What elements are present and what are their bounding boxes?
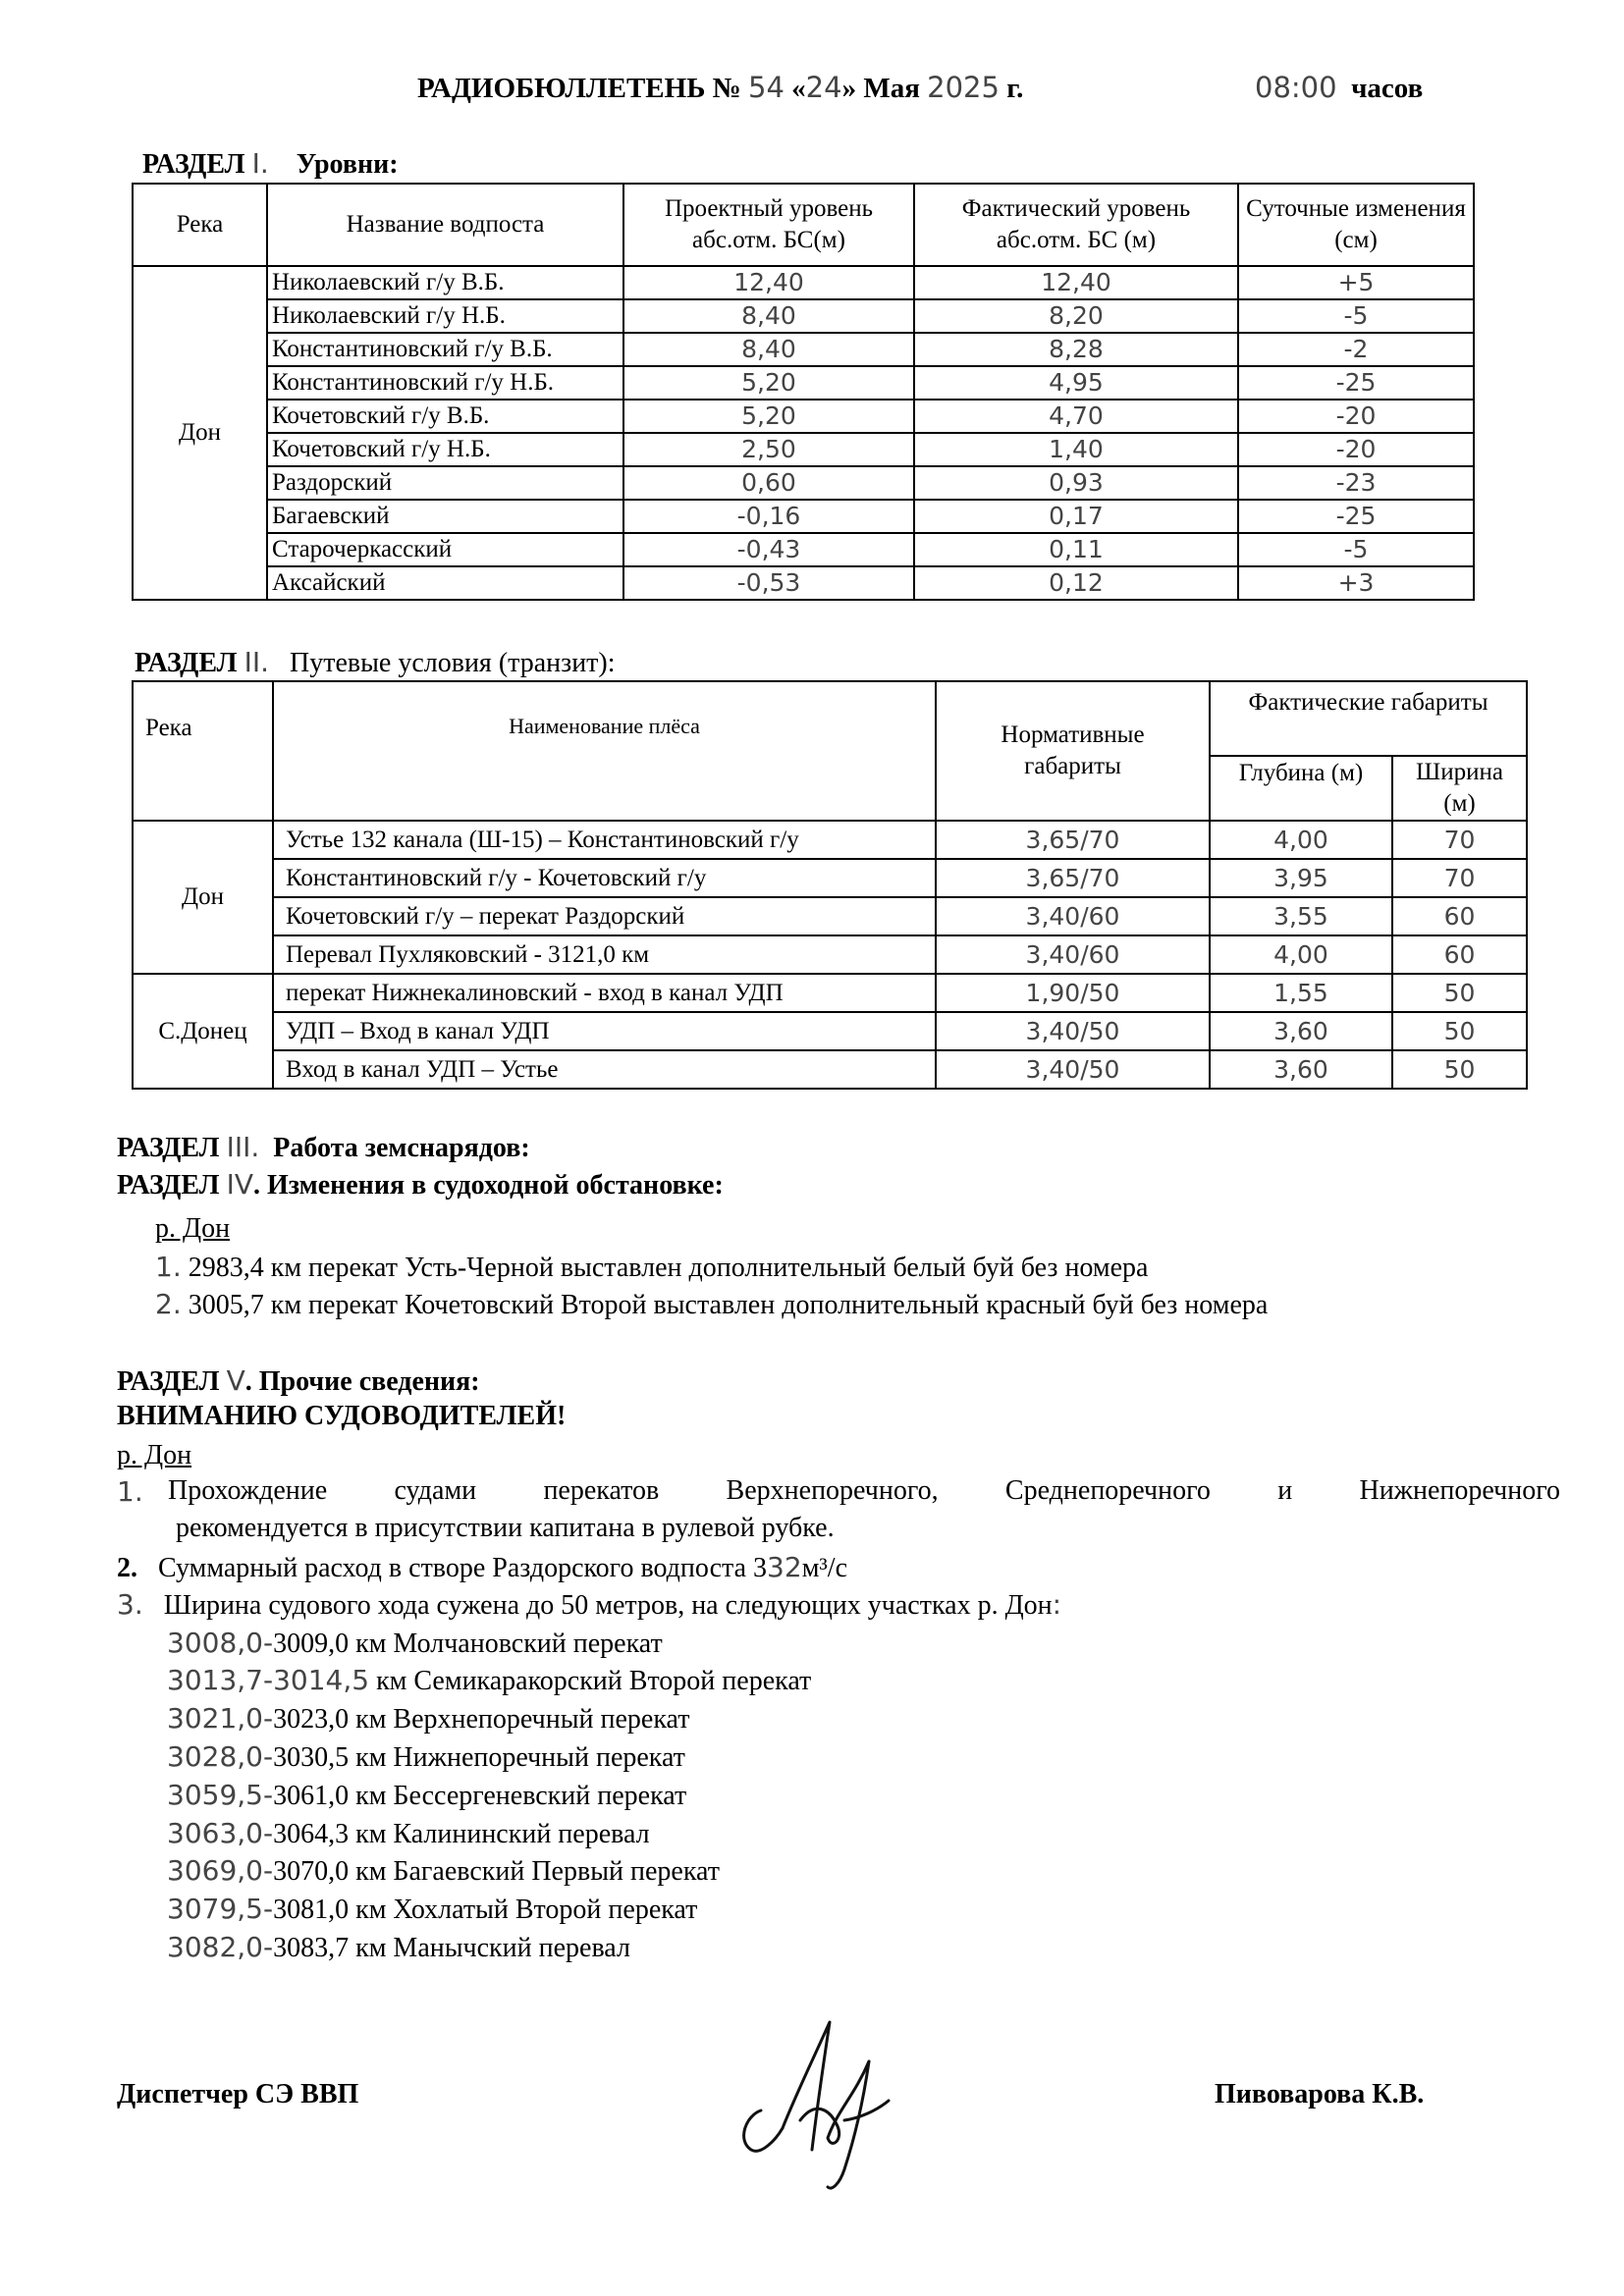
range-item: 3013,7-3014,5 км Семикаракорский Второй перекат: [167, 1664, 812, 1696]
table-row: Раздорский 0,60 0,93 -23: [133, 466, 1474, 500]
table-row: Кочетовский г/у – перекат Раздорский 3,40/60 3,55 60: [133, 897, 1527, 935]
range-item: 3082,0-3083,7 км Манычский перевал: [167, 1931, 630, 1963]
bulletin-month: Мая: [863, 73, 920, 104]
transit-header-row-1: [133, 681, 1527, 756]
table-row: Старочеркасский -0,43 0,11 -5: [133, 533, 1474, 566]
section5-river: р. Дон: [117, 1440, 192, 1470]
table-row: Кочетовский г/у Н.Б. 2,50 1,40 -20: [133, 433, 1474, 466]
range-item: 3021,0-3023,0 км Верхнепоречный перекат: [167, 1702, 690, 1735]
list-item: 1. 2983,4 км перекат Усть-Черной выставлен дополнительный белый буй без номера: [155, 1251, 1149, 1283]
header-actual-level: Фактический уровень абс.отм. БС (м): [914, 184, 1238, 266]
river-cell: Дон: [133, 266, 267, 600]
river-cell: Дон: [133, 821, 273, 974]
table-row: Дон Николаевский г/у В.Б. 12,40 12,40 +5: [133, 266, 1474, 299]
bulletin-time: 08:00: [1255, 71, 1337, 104]
header-normative: Нормативные габариты: [936, 681, 1210, 821]
table-row: Константиновский г/у Н.Б. 5,20 4,95 -25: [133, 366, 1474, 400]
header-depth: Глубина (м): [1210, 756, 1392, 821]
table-row: Николаевский г/у Н.Б. 8,40 8,20 -5: [133, 299, 1474, 333]
range-item: 3028,0-3030,5 км Нижнепоречный перекат: [167, 1740, 685, 1773]
table-row: Кочетовский г/у В.Б. 5,20 4,70 -20: [133, 400, 1474, 433]
header-post: Название водпоста: [267, 184, 623, 266]
list-item: 1. Прохождение судами перекатов Верхнепоречного, Среднепоречного и Нижнепоречного: [117, 1475, 1560, 1508]
levels-table: [132, 183, 1475, 601]
attention-heading: ВНИМАНИЮ СУДОВОДИТЕЛЕЙ!: [117, 1401, 567, 1431]
section4-heading: РАЗДЕЛ IV. Изменения в судоходной обстановке:: [117, 1168, 724, 1201]
range-item: 3069,0-3070,0 км Багаевский Первый перекат: [167, 1854, 720, 1887]
title-time: 08:00 часов: [1255, 71, 1424, 104]
list-item-continuation: рекомендуется в присутствии капитана в рулевой рубке.: [176, 1513, 835, 1543]
table-row: Константиновский г/у В.Б. 8,40 8,28 -2: [133, 333, 1474, 366]
bulletin-day: 24: [805, 71, 842, 104]
list-item: 2. Суммарный расход в створе Раздорского водпоста 332м³/с: [117, 1551, 848, 1583]
table-row: Перевал Пухляковский - 3121,0 км 3,40/60 4,00 60: [133, 935, 1527, 974]
bulletin-year: 2025: [927, 71, 1000, 104]
range-item: 3008,0-3009,0 км Молчановский перекат: [167, 1627, 663, 1659]
bulletin-number: 54: [748, 71, 785, 104]
levels-table-header: [133, 184, 1474, 266]
dispatcher-name: Пивоварова К.В.: [1215, 2079, 1425, 2109]
table-row: Вход в канал УДП – Устье 3,40/50 3,60 50: [133, 1050, 1527, 1089]
range-item: 3063,0-3064,3 км Калининский перевал: [167, 1817, 650, 1849]
section4-river: р. Дон: [155, 1213, 231, 1244]
list-item: 3. Ширина судового хода сужена до 50 метров, на следующих участках р. Дон:: [117, 1588, 1062, 1621]
dispatcher-position: Диспетчер СЭ ВВП: [117, 2079, 359, 2109]
river-cell: С.Донец: [133, 974, 273, 1089]
table-row: Аксайский -0,53 0,12 +3: [133, 566, 1474, 600]
table-row: С.Донец перекат Нижнекалиновский - вход в канал УДП 1,90/50 1,55 50: [133, 974, 1527, 1012]
header-width: Ширина (м): [1392, 756, 1527, 821]
header-actual: Фактические габариты: [1210, 681, 1527, 756]
range-item: 3059,5-3061,0 км Бессергеневский перекат: [167, 1779, 687, 1811]
transit-table: [132, 680, 1528, 1090]
table-row: Багаевский -0,16 0,17 -25: [133, 500, 1474, 533]
header-river: Река: [133, 184, 267, 266]
header-daily-change: Суточные изменения (см): [1238, 184, 1474, 266]
table-row: УДП – Вход в канал УДП 3,40/50 3,60 50: [133, 1012, 1527, 1050]
header-river: Река: [133, 681, 273, 821]
title-main: РАДИОБЮЛЛЕТЕНЬ № 54 «24» Мая 2025 г.: [417, 71, 1024, 104]
section1-heading: РАЗДЕЛ I. Уровни:: [142, 147, 399, 180]
header-design-level: Проектный уровень абс.отм. БС(м): [623, 184, 914, 266]
range-item: 3079,5-3081,0 км Хохлатый Второй перекат: [167, 1893, 698, 1925]
table-row: Константиновский г/у - Кочетовский г/у 3,65/70 3,95 70: [133, 859, 1527, 897]
header-stretch: Наименование плёса: [273, 681, 936, 821]
table-row: Дон Устье 132 канала (Ш-15) – Константиновский г/у 3,65/70 4,00 70: [133, 821, 1527, 859]
section2-heading: РАЗДЕЛ II. Путевые условия (транзит):: [135, 646, 616, 678]
bulletin-title: [0, 71, 1624, 110]
signature-icon: [722, 2002, 938, 2199]
list-item: 2. 3005,7 км перекат Кочетовский Второй выставлен дополнительный красный буй без номера: [155, 1288, 1269, 1320]
section5-heading: РАЗДЕЛ V. Прочие сведения:: [117, 1364, 480, 1397]
section3-heading: РАЗДЕЛ III. Работа земснарядов:: [117, 1131, 530, 1163]
